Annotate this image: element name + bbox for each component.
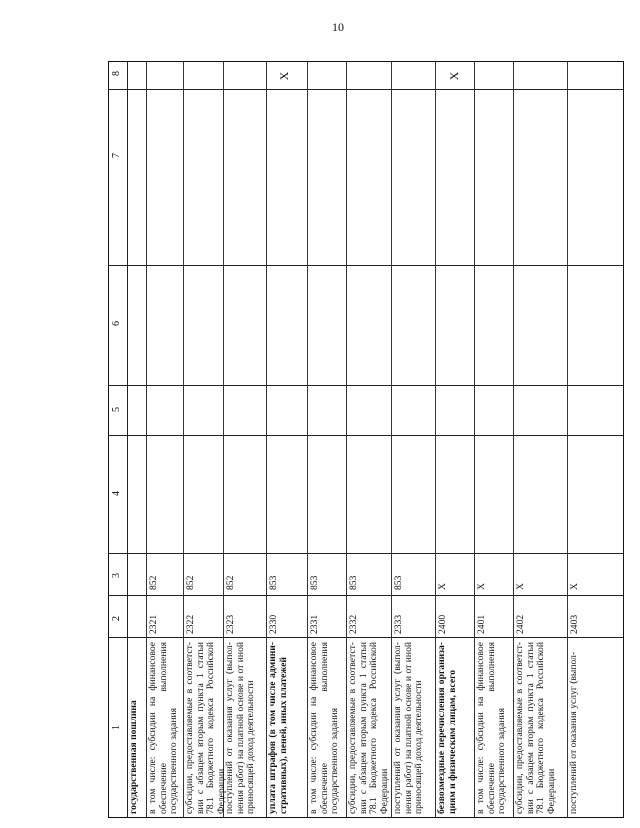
row-code: 2323: [225, 614, 236, 634]
row-code: 2330: [268, 614, 279, 634]
column-divider: [108, 89, 624, 90]
row-name: в том числе: субсидии на финансовое обеспечение выполнения государственного задания: [147, 642, 180, 814]
row-kbk: X: [515, 583, 526, 590]
header-row: [108, 61, 128, 818]
row-kbk: 853: [348, 575, 359, 590]
column-divider: [108, 435, 624, 436]
row-kbk: 853: [309, 575, 320, 590]
header-col-1: 1: [111, 725, 122, 730]
row-kbk: 853: [268, 575, 279, 590]
row-name: субсидии, предоставляемые в соответст-вии с абзацем вторым пункта 1 статьи 78.1 Бюджетного кодекса Российской Федерации: [184, 642, 228, 814]
row-name: в том числе: субсидии на финансовое обеспечение выполнения государственного задания: [475, 642, 508, 814]
row-name: безвозмездные перечисления организа-циям и физическим лицам, всего: [436, 642, 458, 814]
row-code: 2333: [393, 614, 404, 634]
header-col-8: 8: [111, 71, 122, 76]
row-kbk: 852: [185, 575, 196, 590]
row-col8: X: [447, 71, 461, 81]
column-divider: [108, 385, 624, 386]
row-code: 2401: [476, 614, 487, 634]
header-col-3: 3: [111, 573, 122, 578]
row-kbk: X: [569, 583, 580, 590]
row-name: поступлений от оказания услуг (выпол-нения работ) на платной основе и от иной приносящей доход деятельности: [392, 642, 425, 814]
row-kbk: 853: [393, 575, 404, 590]
row-code: 2322: [185, 614, 196, 634]
row-kbk: X: [476, 583, 487, 590]
row-name: поступлений от оказания услуг (выпол-нения работ) на платной основе и от иной приносящей доход деятельности: [224, 642, 257, 814]
row-code: 2402: [515, 614, 526, 634]
row-name: субсидии, предоставляемые в соответст-вии с абзацем вторым пункта 1 статьи 78.1 Бюджетного кодекса Российской Федерации: [347, 642, 391, 814]
row-name: субсидии, предоставляемые в соответст-вии с абзацем вторым пункта 1 статьи 78.1 Бюджетного кодекса Российской Федерации: [514, 642, 558, 814]
row-kbk: 852: [225, 575, 236, 590]
row-name: уплата штрафов (в том числе админи-стративных), пеней, иных платежей: [267, 642, 289, 814]
column-divider: [108, 595, 624, 596]
row-code: 2400: [437, 614, 448, 634]
column-divider: [108, 553, 624, 554]
column-divider: [108, 265, 624, 266]
row-kbk: X: [437, 583, 448, 590]
header-col-5: 5: [111, 407, 122, 412]
row-col8: X: [277, 71, 291, 81]
column-divider: [108, 637, 624, 638]
header-col-6: 6: [111, 321, 122, 326]
row-name: государственная пошлина: [128, 700, 139, 814]
row-name: в том числе: субсидии на финансовое обеспечение выполнения государственного задания: [308, 642, 341, 814]
header-col-7: 7: [111, 153, 122, 158]
header-col-4: 4: [111, 491, 122, 496]
page-number: 10: [332, 20, 344, 34]
row-code: 2403: [569, 614, 580, 634]
rotated-table: [108, 61, 624, 818]
row-code: 2331: [309, 614, 320, 634]
row-code: 2332: [348, 614, 359, 634]
header-col-2: 2: [111, 616, 122, 621]
row-code: 2321: [148, 614, 159, 634]
budget-table: [108, 61, 624, 818]
row-kbk: 852: [148, 575, 159, 590]
row-name: поступлений от оказания услуг (выпол-: [568, 651, 579, 814]
